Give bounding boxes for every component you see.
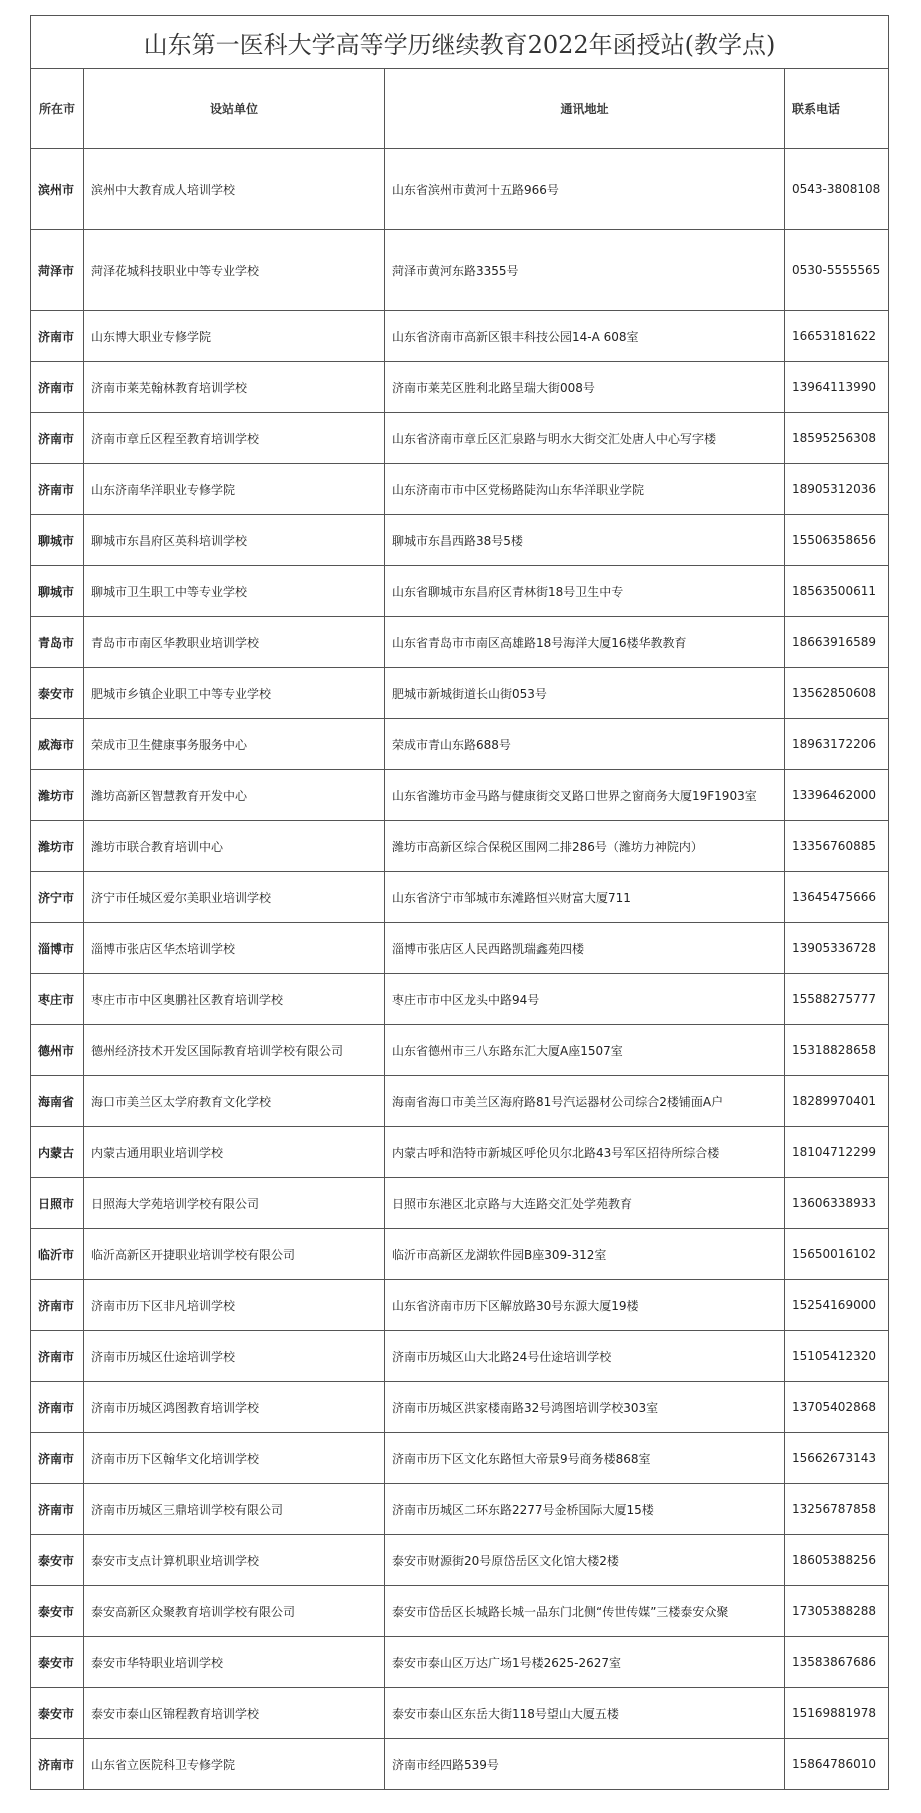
- row-phone: 17305388288: [785, 1586, 889, 1637]
- row-phone: 13606338933: [785, 1178, 889, 1229]
- table-row: [31, 668, 889, 719]
- row-phone: 18595256308: [785, 413, 889, 464]
- table-row: [31, 1280, 889, 1331]
- row-unit: 泰安市泰山区锦程教育培训学校: [84, 1688, 385, 1739]
- row-unit: 济南市历下区非凡培训学校: [84, 1280, 385, 1331]
- row-unit: 泰安市华特职业培训学校: [84, 1637, 385, 1688]
- row-address: 山东省德州市三八东路东汇大厦A座1507室: [385, 1025, 785, 1076]
- row-address: 淄博市张店区人民西路凯瑞鑫苑四楼: [385, 923, 785, 974]
- row-city: 济南市: [31, 464, 84, 515]
- row-phone: 13583867686: [785, 1637, 889, 1688]
- row-unit: 济南市历城区仕途培训学校: [84, 1331, 385, 1382]
- row-city: 德州市: [31, 1025, 84, 1076]
- table-row: [31, 821, 889, 872]
- row-phone: 18963172206: [785, 719, 889, 770]
- table-row: [31, 1127, 889, 1178]
- table-row: [31, 1484, 889, 1535]
- station-table: [30, 15, 889, 1790]
- row-address: 菏泽市黄河东路3355号: [385, 230, 785, 311]
- row-city: 济南市: [31, 1331, 84, 1382]
- table-row: [31, 413, 889, 464]
- table-row: [31, 464, 889, 515]
- row-unit: 聊城市卫生职工中等专业学校: [84, 566, 385, 617]
- row-address: 济南市历城区二环东路2277号金桥国际大厦15楼: [385, 1484, 785, 1535]
- table-row: [31, 1433, 889, 1484]
- row-unit: 济南市历城区鸿图教育培训学校: [84, 1382, 385, 1433]
- row-city: 济南市: [31, 1739, 84, 1790]
- row-city: 日照市: [31, 1178, 84, 1229]
- row-phone: 0530-5555565: [785, 230, 889, 311]
- row-city: 济南市: [31, 1433, 84, 1484]
- row-address: 潍坊市高新区综合保税区围网二排286号（潍坊力神院内）: [385, 821, 785, 872]
- row-unit: 山东济南华洋职业专修学院: [84, 464, 385, 515]
- table-row: [31, 566, 889, 617]
- table-row: [31, 1331, 889, 1382]
- page: [30, 15, 888, 1790]
- table-row: [31, 1382, 889, 1433]
- row-address: 山东省滨州市黄河十五路966号: [385, 149, 785, 230]
- row-city: 海南省: [31, 1076, 84, 1127]
- table-row: [31, 1586, 889, 1637]
- row-city: 济南市: [31, 311, 84, 362]
- row-address: 肥城市新城街道长山街053号: [385, 668, 785, 719]
- row-unit: 德州经济技术开发区国际教育培训学校有限公司: [84, 1025, 385, 1076]
- row-city: 济宁市: [31, 872, 84, 923]
- row-unit: 济宁市任城区爱尔美职业培训学校: [84, 872, 385, 923]
- row-unit: 泰安市支点计算机职业培训学校: [84, 1535, 385, 1586]
- table-row: [31, 311, 889, 362]
- row-address: 枣庄市市中区龙头中路94号: [385, 974, 785, 1025]
- row-city: 淄博市: [31, 923, 84, 974]
- table-row: [31, 872, 889, 923]
- page-title: 山东第一医科大学高等学历继续教育2022年函授站(教学点): [31, 16, 889, 69]
- row-city: 济南市: [31, 362, 84, 413]
- row-phone: 13356760885: [785, 821, 889, 872]
- row-unit: 济南市章丘区程至教育培训学校: [84, 413, 385, 464]
- table-row: [31, 770, 889, 821]
- row-phone: 15105412320: [785, 1331, 889, 1382]
- row-address: 临沂市高新区龙湖软件园B座309-312室: [385, 1229, 785, 1280]
- row-phone: 15506358656: [785, 515, 889, 566]
- row-unit: 日照海大学苑培训学校有限公司: [84, 1178, 385, 1229]
- row-city: 泰安市: [31, 1637, 84, 1688]
- table-row: [31, 719, 889, 770]
- row-phone: 18563500611: [785, 566, 889, 617]
- row-address: 山东省济宁市邹城市东滩路恒兴财富大厦711: [385, 872, 785, 923]
- row-phone: 0543-3808108: [785, 149, 889, 230]
- row-address: 山东省青岛市市南区高雄路18号海洋大厦16楼华教教育: [385, 617, 785, 668]
- row-unit: 济南市历城区三鼎培训学校有限公司: [84, 1484, 385, 1535]
- table-row: [31, 1688, 889, 1739]
- row-address: 荣成市青山东路688号: [385, 719, 785, 770]
- row-phone: 13562850608: [785, 668, 889, 719]
- row-phone: 13705402868: [785, 1382, 889, 1433]
- row-unit: 青岛市市南区华教职业培训学校: [84, 617, 385, 668]
- row-city: 济南市: [31, 1484, 84, 1535]
- row-city: 泰安市: [31, 1535, 84, 1586]
- row-phone: 13256787858: [785, 1484, 889, 1535]
- row-address: 山东省潍坊市金马路与健康街交叉路口世界之窗商务大厦19F1903室: [385, 770, 785, 821]
- row-city: 枣庄市: [31, 974, 84, 1025]
- row-unit: 聊城市东昌府区英科培训学校: [84, 515, 385, 566]
- row-phone: 18104712299: [785, 1127, 889, 1178]
- row-address: 泰安市泰山区东岳大街118号望山大厦五楼: [385, 1688, 785, 1739]
- row-phone: 15254169000: [785, 1280, 889, 1331]
- row-address: 山东省济南市章丘区汇泉路与明水大街交汇处唐人中心写字楼: [385, 413, 785, 464]
- row-city: 潍坊市: [31, 821, 84, 872]
- row-unit: 枣庄市市中区奥鹏社区教育培训学校: [84, 974, 385, 1025]
- row-address: 山东省济南市高新区银丰科技公园14-A 608室: [385, 311, 785, 362]
- table-row: [31, 362, 889, 413]
- row-unit: 荣成市卫生健康事务服务中心: [84, 719, 385, 770]
- header-row: [31, 69, 889, 149]
- row-unit: 山东省立医院科卫专修学院: [84, 1739, 385, 1790]
- row-address: 泰安市财源街20号原岱岳区文化馆大楼2楼: [385, 1535, 785, 1586]
- row-phone: 13964113990: [785, 362, 889, 413]
- row-unit: 内蒙古通用职业培训学校: [84, 1127, 385, 1178]
- header-city: 所在市: [31, 69, 84, 149]
- table-row: [31, 1637, 889, 1688]
- row-city: 菏泽市: [31, 230, 84, 311]
- row-unit: 肥城市乡镇企业职工中等专业学校: [84, 668, 385, 719]
- header-unit: 设站单位: [84, 69, 385, 149]
- table-row: [31, 617, 889, 668]
- row-city: 泰安市: [31, 1586, 84, 1637]
- row-address: 山东省聊城市东昌府区青林街18号卫生中专: [385, 566, 785, 617]
- row-city: 聊城市: [31, 566, 84, 617]
- row-unit: 潍坊高新区智慧教育开发中心: [84, 770, 385, 821]
- row-address: 内蒙古呼和浩特市新城区呼伦贝尔北路43号军区招待所综合楼: [385, 1127, 785, 1178]
- row-phone: 13905336728: [785, 923, 889, 974]
- row-city: 泰安市: [31, 668, 84, 719]
- row-city: 青岛市: [31, 617, 84, 668]
- table-row: [31, 923, 889, 974]
- table-row: [31, 1025, 889, 1076]
- row-address: 海南省海口市美兰区海府路81号汽运器材公司综合2楼铺面A户: [385, 1076, 785, 1127]
- table-row: [31, 1076, 889, 1127]
- table-row: [31, 1535, 889, 1586]
- row-address: 济南市历城区山大北路24号仕途培训学校: [385, 1331, 785, 1382]
- row-unit: 菏泽花城科技职业中等专业学校: [84, 230, 385, 311]
- row-phone: 15318828658: [785, 1025, 889, 1076]
- row-city: 内蒙古: [31, 1127, 84, 1178]
- row-unit: 济南市莱芜翰林教育培训学校: [84, 362, 385, 413]
- table-row: [31, 230, 889, 311]
- row-city: 泰安市: [31, 1688, 84, 1739]
- row-address: 日照市东港区北京路与大连路交汇处学苑教育: [385, 1178, 785, 1229]
- table-row: [31, 1178, 889, 1229]
- row-phone: 18905312036: [785, 464, 889, 515]
- row-address: 济南市经四路539号: [385, 1739, 785, 1790]
- row-address: 山东济南市市中区党杨路陡沟山东华洋职业学院: [385, 464, 785, 515]
- row-city: 济南市: [31, 1382, 84, 1433]
- row-phone: 15662673143: [785, 1433, 889, 1484]
- row-address: 山东省济南市历下区解放路30号东源大厦19楼: [385, 1280, 785, 1331]
- row-address: 泰安市泰山区万达广场1号楼2625-2627室: [385, 1637, 785, 1688]
- row-city: 临沂市: [31, 1229, 84, 1280]
- row-unit: 临沂高新区开捷职业培训学校有限公司: [84, 1229, 385, 1280]
- row-phone: 13396462000: [785, 770, 889, 821]
- row-phone: 18289970401: [785, 1076, 889, 1127]
- row-unit: 滨州中大教育成人培训学校: [84, 149, 385, 230]
- row-city: 济南市: [31, 413, 84, 464]
- row-phone: 15588275777: [785, 974, 889, 1025]
- row-unit: 淄博市张店区华杰培训学校: [84, 923, 385, 974]
- table-row: [31, 1229, 889, 1280]
- row-phone: 18663916589: [785, 617, 889, 668]
- row-unit: 潍坊市联合教育培训中心: [84, 821, 385, 872]
- row-city: 潍坊市: [31, 770, 84, 821]
- row-unit: 济南市历下区翰华文化培训学校: [84, 1433, 385, 1484]
- table-row: [31, 1739, 889, 1790]
- row-phone: 15169881978: [785, 1688, 889, 1739]
- row-unit: 山东博大职业专修学院: [84, 311, 385, 362]
- header-phone: 联系电话: [785, 69, 889, 149]
- table-row: [31, 974, 889, 1025]
- row-phone: 15650016102: [785, 1229, 889, 1280]
- row-address: 济南市历下区文化东路恒大帝景9号商务楼868室: [385, 1433, 785, 1484]
- row-unit: 海口市美兰区太学府教育文化学校: [84, 1076, 385, 1127]
- row-phone: 18605388256: [785, 1535, 889, 1586]
- row-address: 聊城市东昌西路38号5楼: [385, 515, 785, 566]
- row-phone: 16653181622: [785, 311, 889, 362]
- row-phone: 13645475666: [785, 872, 889, 923]
- row-city: 滨州市: [31, 149, 84, 230]
- row-city: 聊城市: [31, 515, 84, 566]
- row-city: 济南市: [31, 1280, 84, 1331]
- row-address: 济南市莱芜区胜利北路呈瑞大街008号: [385, 362, 785, 413]
- row-unit: 泰安高新区众聚教育培训学校有限公司: [84, 1586, 385, 1637]
- row-address: 泰安市岱岳区长城路长城一品东门北侧“传世传媒”三楼泰安众聚: [385, 1586, 785, 1637]
- row-address: 济南市历城区洪家楼南路32号鸿图培训学校303室: [385, 1382, 785, 1433]
- header-address: 通讯地址: [385, 69, 785, 149]
- row-city: 威海市: [31, 719, 84, 770]
- table-row: [31, 149, 889, 230]
- row-phone: 15864786010: [785, 1739, 889, 1790]
- table-row: [31, 515, 889, 566]
